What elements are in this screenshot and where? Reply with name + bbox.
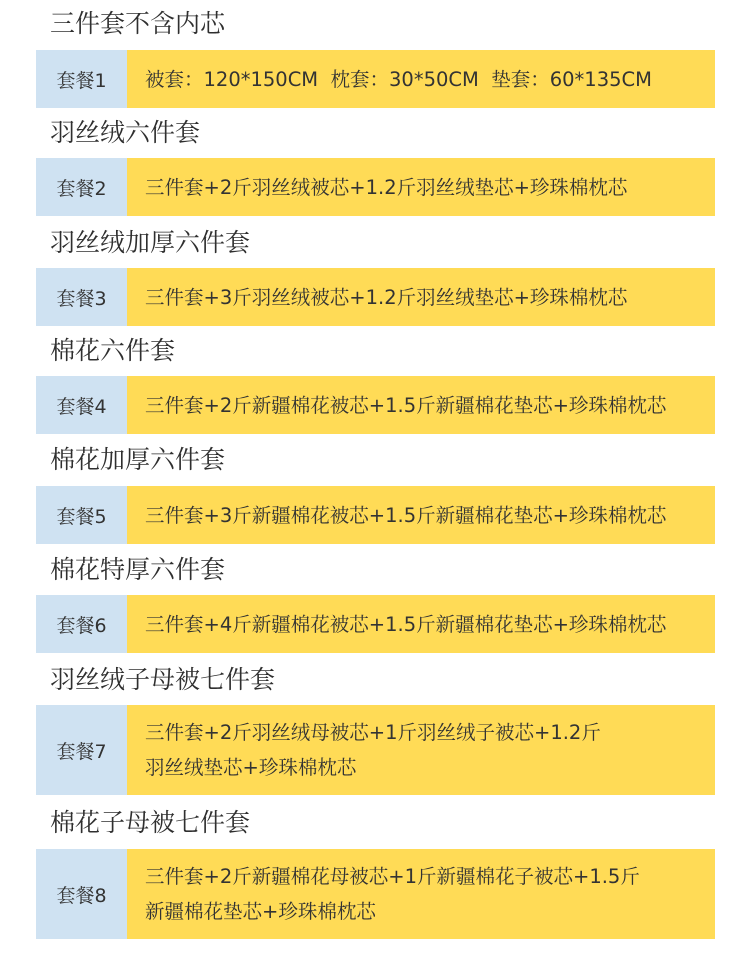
package-content [127,158,715,216]
package-label: 套餐6 [36,595,127,653]
section-title: 羽丝绒子母被七件套 [50,665,276,694]
package-label: 套餐1 [36,50,127,108]
package-content-text: 被套：120*150CM 枕套：30*50CM 垫套：60*135CM [145,67,652,91]
package-row [36,50,715,108]
package-content-text: 三件套+2斤新疆棉花被芯+1.5斤新疆棉花垫芯+珍珠棉枕芯 [145,393,667,417]
section-title: 棉花特厚六件套 [50,555,226,584]
package-content-text: 三件套+2斤羽丝绒被芯+1.2斤羽丝绒垫芯+珍珠棉枕芯 [145,175,628,199]
package-content [127,849,715,939]
section-title: 棉花子母被七件套 [50,808,251,837]
section-title: 羽丝绒加厚六件套 [50,228,251,257]
package-content-text: 三件套+3斤新疆棉花被芯+1.5斤新疆棉花垫芯+珍珠棉枕芯 [145,503,667,527]
package-label: 套餐8 [36,849,127,939]
package-label: 套餐3 [36,268,127,326]
package-content-text: 三件套+2斤新疆棉花母被芯+1斤新疆棉花子被芯+1.5斤 新疆棉花垫芯+珍珠棉枕芯 [145,865,640,923]
package-content [127,268,715,326]
package-row [36,705,715,795]
package-label: 套餐5 [36,486,127,544]
package-content [127,486,715,544]
package-content-text: 三件套+4斤新疆棉花被芯+1.5斤新疆棉花垫芯+珍珠棉枕芯 [145,612,667,636]
package-content [127,705,715,795]
package-content-text: 三件套+3斤羽丝绒被芯+1.2斤羽丝绒垫芯+珍珠棉枕芯 [145,285,628,309]
package-row [36,268,715,326]
package-label: 套餐7 [36,705,127,795]
package-row [36,486,715,544]
section-title: 棉花六件套 [50,336,176,365]
package-content [127,376,715,434]
package-row [36,158,715,216]
package-content [127,50,715,108]
section-title: 棉花加厚六件套 [50,445,226,474]
package-content [127,595,715,653]
package-content-text: 三件套+2斤羽丝绒母被芯+1斤羽丝绒子被芯+1.2斤 羽丝绒垫芯+珍珠棉枕芯 [145,721,601,779]
section-title: 羽丝绒六件套 [50,118,201,147]
package-row [36,595,715,653]
section-title: 三件套不含内芯 [50,9,226,38]
package-label: 套餐2 [36,158,127,216]
package-row [36,376,715,434]
package-row [36,849,715,939]
package-label: 套餐4 [36,376,127,434]
